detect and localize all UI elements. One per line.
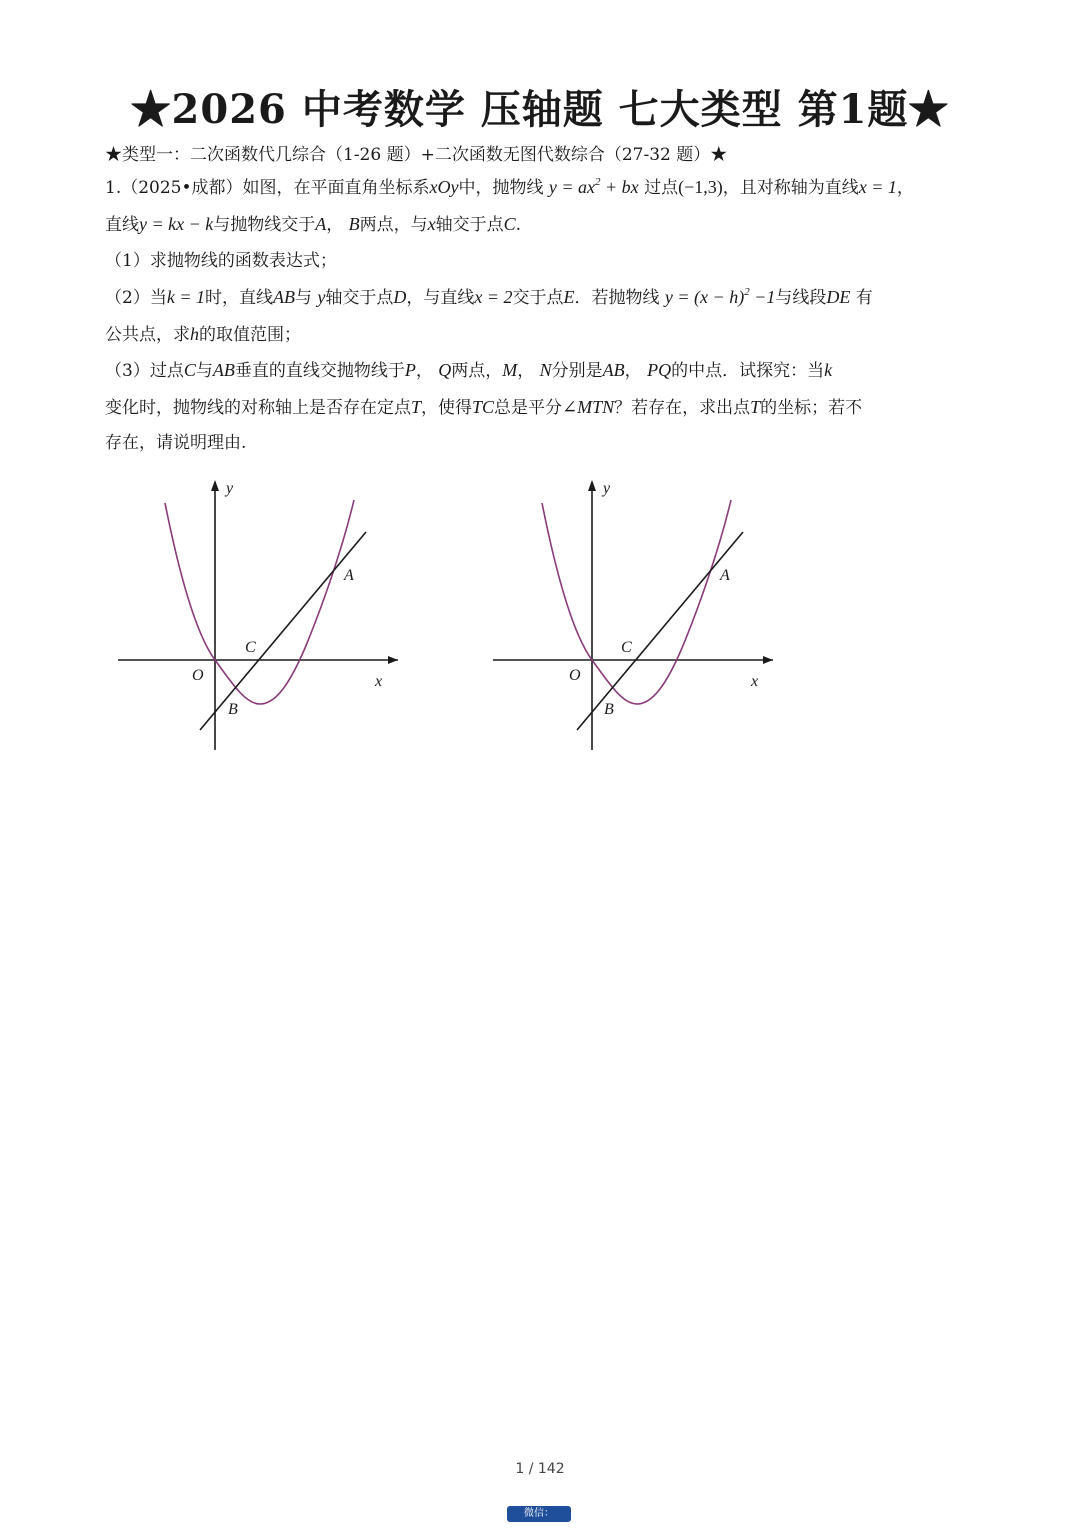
problem-text: 过点 — [644, 178, 679, 198]
math-parabola-part: −1 — [749, 287, 776, 307]
math-E: E — [563, 287, 575, 307]
question-1: （1）求抛物线的函数表达式； — [105, 251, 337, 271]
math-k1: k = 1 — [166, 287, 205, 307]
figure-1 — [110, 470, 410, 764]
math-DE: DE — [826, 287, 851, 307]
problem-text: ， — [624, 361, 642, 381]
math-P: P — [404, 360, 416, 380]
math-x2: x = 2 — [474, 287, 513, 307]
figure-1-svg — [110, 470, 410, 760]
math-A: A — [315, 214, 327, 234]
label-y: y — [226, 480, 234, 497]
line-ab — [200, 532, 366, 730]
math-parabola — [549, 177, 639, 197]
problem-text: 公共点，求 — [105, 325, 190, 345]
page-title: ★2026 中考数学 压轴题 七大类型 第1题★ — [130, 86, 950, 133]
math-parabola-2 — [665, 287, 775, 307]
math-angle: ∠MTN — [562, 397, 615, 417]
label-x: x — [751, 673, 759, 690]
question-2-line-1 — [105, 285, 985, 310]
math-M: M — [502, 360, 518, 380]
math-line: y = kx − k — [139, 214, 214, 234]
problem-text: 与线段 — [775, 288, 827, 308]
label-c: C — [621, 639, 632, 656]
problem-text: 轴交于点 — [325, 288, 394, 308]
math-C: C — [503, 214, 516, 234]
math-parabola-part: y = (x − h) — [664, 287, 745, 307]
y-axis-arrow-icon — [211, 480, 219, 491]
problem-text: ， — [415, 361, 433, 381]
math-y: y — [317, 287, 326, 307]
problem-text: 直线 — [105, 215, 139, 235]
x-axis-arrow-icon — [763, 656, 773, 664]
problem-text: 两点， — [451, 361, 503, 381]
line-ab — [577, 532, 743, 730]
problem-text: 变化时，抛物线的对称轴上是否存在定点 — [105, 398, 411, 418]
math-T: T — [411, 397, 422, 417]
figure-2 — [485, 470, 785, 764]
math-exponent: 2 — [744, 286, 750, 298]
math-B: B — [348, 214, 360, 234]
math-h: h — [190, 324, 199, 344]
question-3-line-1 — [105, 358, 985, 383]
math-C: C — [183, 360, 196, 380]
problem-text: （2）当 — [105, 288, 167, 308]
problem-text: ，使得 — [421, 398, 473, 418]
problem-text: ， — [896, 178, 914, 198]
label-x: x — [375, 673, 383, 690]
math-xOy: xOy — [429, 177, 459, 197]
label-b: B — [604, 701, 614, 718]
math-PQ: PQ — [647, 360, 672, 380]
label-o: O — [569, 667, 581, 684]
math-axis: x = 1 — [858, 177, 897, 197]
question-3-line-3: 存在，请说明理由. — [105, 433, 247, 453]
question-2-line-2 — [105, 322, 985, 347]
math-D: D — [393, 287, 407, 307]
label-b: B — [228, 701, 238, 718]
problem-text: （3）过点 — [105, 361, 184, 381]
problem-text: 的中点．试探究：当 — [671, 361, 825, 381]
math-parabola-part: y = ax — [548, 177, 596, 197]
problem-text: ， — [517, 361, 535, 381]
watermark-badge: 微信：k12xcg — [507, 1506, 571, 1522]
problem-text: 中，抛物线 — [458, 178, 544, 198]
label-c: C — [245, 639, 256, 656]
problem-text: . — [515, 215, 522, 235]
label-a: A — [344, 567, 354, 584]
page-number: 1 / 142 — [515, 1461, 565, 1477]
x-axis-arrow-icon — [388, 656, 398, 664]
problem-line-2 — [105, 212, 985, 237]
math-AB: AB — [602, 360, 625, 380]
math-k: k — [824, 360, 833, 380]
math-x: x — [427, 214, 436, 234]
label-a: A — [720, 567, 730, 584]
problem-text: ？若存在，求出点 — [614, 398, 751, 418]
math-TC: TC — [472, 397, 495, 417]
problem-text: ， — [326, 215, 344, 235]
problem-text: 与抛物线交于 — [213, 215, 316, 235]
problem-text: 与 — [294, 288, 312, 308]
math-exponent: 2 — [595, 176, 601, 188]
problem-text: ，与直线 — [406, 288, 475, 308]
problem-text: 两点，与 — [359, 215, 428, 235]
problem-intro: 1.（2025•成都）如图，在平面直角坐标系 — [105, 178, 430, 198]
question-3-line-2 — [105, 395, 985, 420]
math-parabola-part: + bx — [600, 177, 639, 197]
y-axis-arrow-icon — [588, 480, 596, 491]
problem-text: 与 — [195, 361, 213, 381]
math-point: (−1,3) — [678, 177, 723, 197]
math-AB: AB — [272, 287, 295, 307]
label-y: y — [603, 480, 611, 497]
math-T: T — [750, 397, 761, 417]
math-AB: AB — [212, 360, 235, 380]
label-o: O — [192, 667, 204, 684]
problem-text: 轴交于点 — [435, 215, 504, 235]
problem-line-1 — [105, 175, 985, 200]
figure-2-svg — [485, 470, 785, 760]
problem-text: 时，直线 — [204, 288, 273, 308]
problem-text: ，且对称轴为直线 — [722, 178, 859, 198]
problem-text: 总是平分 — [494, 398, 563, 418]
problem-text: 的取值范围； — [199, 325, 301, 345]
problem-text: 有 — [855, 288, 873, 308]
problem-text: 垂直的直线交抛物线于 — [234, 361, 405, 381]
problem-text: 的坐标；若不 — [760, 398, 863, 418]
math-N: N — [539, 360, 552, 380]
problem-text: 分别是 — [551, 361, 603, 381]
section-heading: ★类型一：二次函数代几综合（1-26 题）+二次函数无图代数综合（27-32 题）★ — [105, 145, 728, 165]
problem-text: ．若抛物线 — [574, 288, 660, 308]
problem-text: 交于点 — [512, 288, 564, 308]
math-Q: Q — [438, 360, 452, 380]
